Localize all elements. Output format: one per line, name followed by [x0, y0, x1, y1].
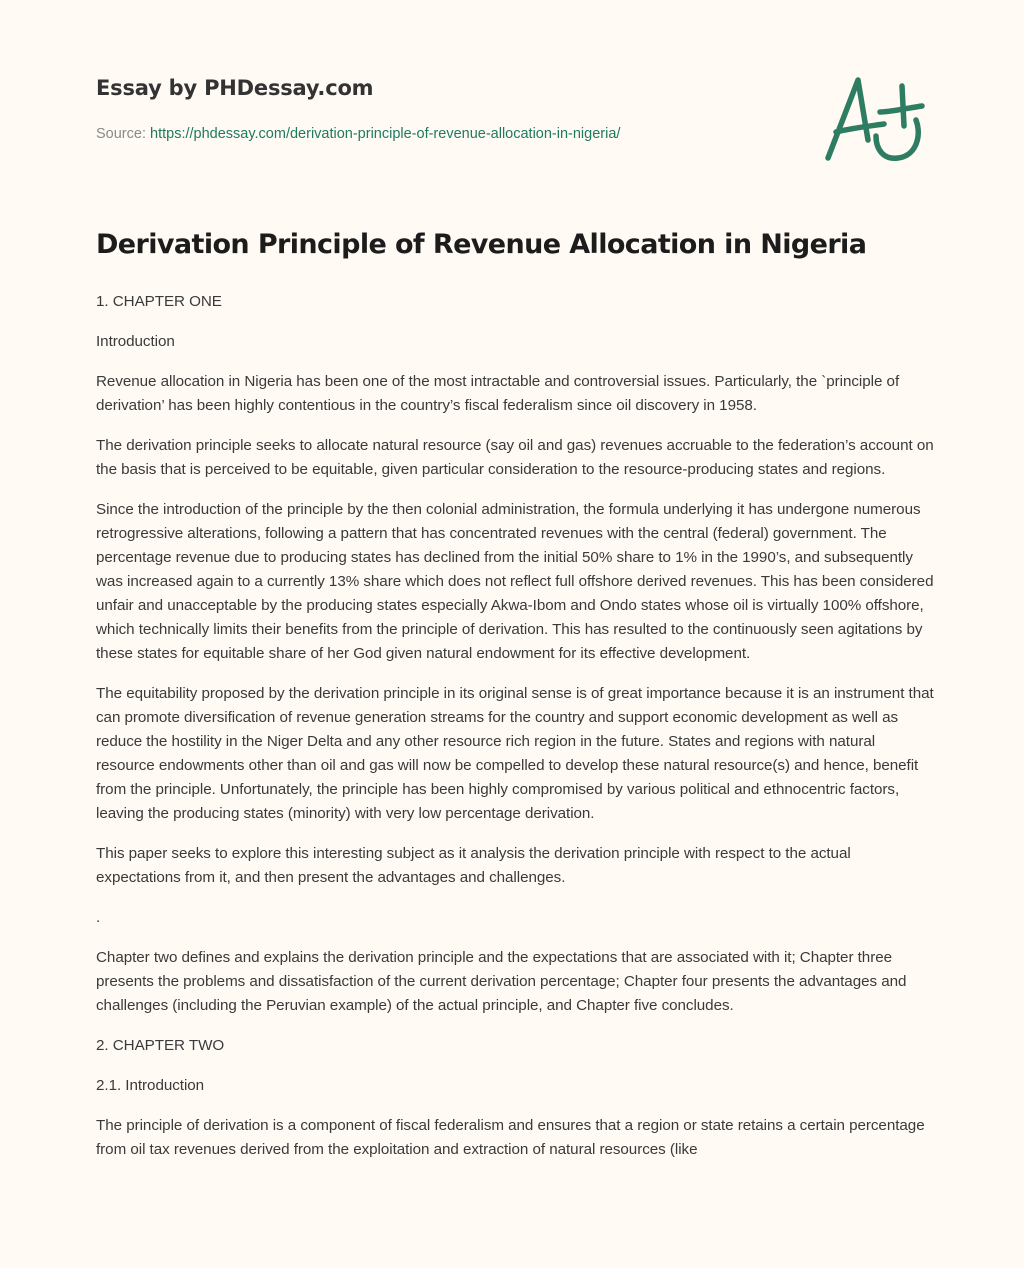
paragraph: Revenue allocation in Nigeria has been one of the most intractable and controversial issues. Particularly, the `principle of derivation’ has been highly contentious in the country’s fiscal federalism since oil discovery in 1958. — [96, 373, 900, 414]
page-header — [96, 76, 936, 142]
chapter-heading: 1. CHAPTER ONE — [96, 293, 222, 310]
brand-title: Essay by PHDessay.com — [96, 76, 374, 100]
paragraph: This paper seeks to explore this interesting subject as it analysis the derivation principle with respect to the actual expectations from it, and then present the advantages and challenges. — [96, 845, 851, 886]
paragraph: The derivation principle seeks to allocate natural resource (say oil and gas) revenues accruable to the federation’s account on the basis that is perceived to be equitable, given particular consideration to the resource-producing states and regions. — [96, 437, 934, 478]
paragraph-separator: . — [96, 909, 101, 926]
source-label: Source: — [96, 126, 146, 142]
source-link[interactable]: https://phdessay.com/derivation-principle-of-revenue-allocation-in-nigeria/ — [150, 126, 621, 142]
essay-content — [96, 225, 936, 1178]
paragraph: Since the introduction of the principle by the then colonial administration, the formula underlying it has undergone numerous retrogressive alterations, following a pattern that has concentrated revenues with the central (federal) government. The percentage revenue due to producing states has declined from the initial 50% share to 1% in the 1990’s, and subsequently was increased again to a currently 13% share which does not reflect full offshore derived revenues. This has been considered unfair and unacceptable by the producing states especially Akwa-Ibom and Ondo states whose oil is virtually 100% offshore, which technically limits their benefits from the principle of derivation. This has resulted to the continuously seen agitations by these states for equitable share of her God given natural endowment for its effective development. — [96, 501, 934, 662]
section-heading: Introduction — [96, 333, 175, 350]
source-line — [96, 126, 620, 142]
section-heading: 2.1. Introduction — [96, 1077, 205, 1094]
paragraph: Chapter two defines and explains the derivation principle and the expectations that are associated with it; Chapter three presents the problems and dissatisfaction of the current derivation percentage; Chapter four presents the advantages and challenges (including the Peruvian example) of the actual principle, and Chapter five concludes. — [96, 949, 907, 1014]
paragraph: The equitability proposed by the derivation principle in its original sense is of great importance because it is an instrument that can promote diversification of revenue generation streams for the country and support economic development as well as reduce the hostility in the Niger Delta and any other resource rich region in the future. States and regions with natural resource endowments other than oil and gas will now be compelled to develop these natural resource(s) and hence, benefit from the principle. Unfortunately, the principle has been highly compromised by various political and ethnocentric factors, leaving the producing states (minority) with very low percentage derivation. — [96, 685, 934, 822]
chapter-heading: 2. CHAPTER TWO — [96, 1037, 225, 1054]
a-plus-grade-icon — [818, 62, 936, 168]
paragraph: The principle of derivation is a component of fiscal federalism and ensures that a region or state retains a certain percentage from oil tax revenues derived from the exploitation and extraction of natural resources (like — [96, 1117, 925, 1158]
essay-title: Derivation Principle of Revenue Allocation in Nigeria — [96, 229, 867, 260]
